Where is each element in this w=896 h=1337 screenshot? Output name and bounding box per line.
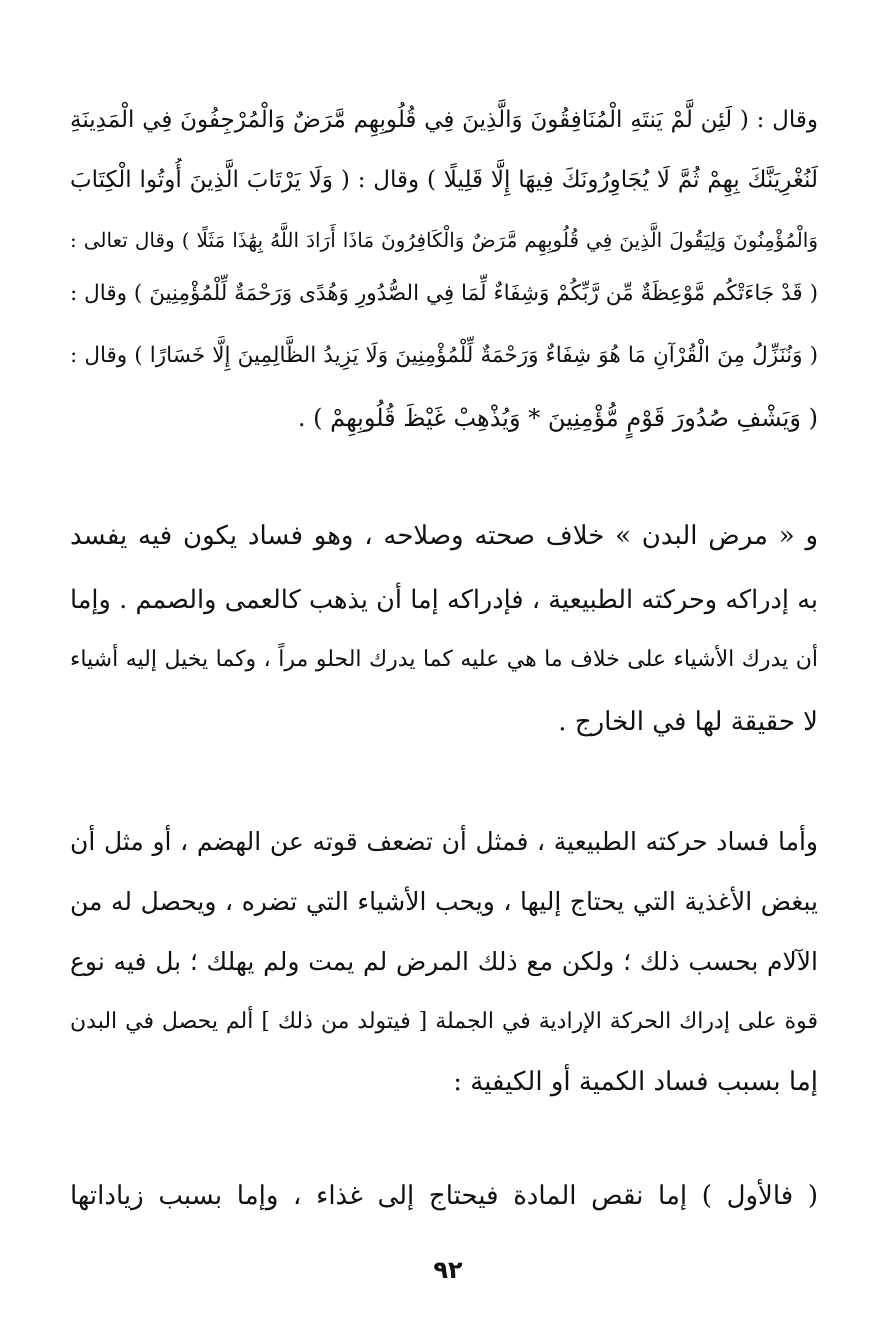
paragraph-line: ( فالأول ) إما نقص المادة فيحتاج إلى غذاء ، وإما بسبب زياداتها [70,1181,818,1211]
paragraph-line: قوة على إدراك الحركة الإرادية في الجملة [ فيتولد من ذلك ] ألم يحصل في البدن [70,1009,818,1034]
paragraph-line: إما بسبب فساد الكمية أو الكيفية : [453,1067,818,1097]
quote-line: وَالْمُؤْمِنُونَ وَلِيَقُولَ الَّذِينَ فِي قُلُوبِهِم مَّرَضٌ وَالْكَافِرُونَ مَاذَا أَرَادَ اللَّهُ بِهَٰذَا مَثَلًا ) وقال تعالى : [70,228,818,252]
paragraph-line: لا حقيقة لها في الخارج . [558,707,818,737]
paragraph-line: يبغض الأغذية التي يحتاج إليها ، ويحب الأشياء التي تضره ، ويحصل له من [70,887,818,916]
quote-line: لَنُغْرِيَنَّكَ بِهِمْ ثُمَّ لَا يُجَاوِرُونَكَ فِيهَا إِلَّا قَلِيلًا ) وقال : ( وَلَا يَرْتَابَ الَّذِينَ أُوتُوا الْكِتَابَ [70,167,818,193]
quote-line: ( وَيَشْفِ صُدُورَ قَوْمٍ مُّؤْمِنِينَ * وَيُذْهِبْ غَيْظَ قُلُوبِهِمْ ) . [297,404,818,432]
paragraph-line: و « مرض البدن » خلاف صحته وصلاحه ، وهو فساد يكون فيه يفسد [70,521,818,551]
paragraph-line: أن يدرك الأشياء على خلاف ما هي عليه كما يدرك الحلو مراً ، وكما يخيل إليه أشياء [70,647,818,672]
quote-line: ( قَدْ جَاءَتْكُم مَّوْعِظَةٌ مِّن رَّبِّكُمْ وَشِفَاءٌ لِّمَا فِي الصُّدُورِ وَهُدًى وَرَحْمَةٌ لِّلْمُؤْمِنِينَ ) وقال : [70,281,818,306]
paragraph-line: الآلام بحسب ذلك ؛ ولكن مع ذلك المرض لم يمت ولم يهلك ؛ بل فيه نوع [70,947,818,976]
page-number: ٩٢ [433,1256,463,1284]
paragraph-line: وأما فساد حركته الطبيعية ، فمثل أن تضعف قوته عن الهضم ، أو مثل أن [70,827,818,856]
quote-line: وقال : ( لَئِن لَّمْ يَنتَهِ الْمُنَافِقُونَ وَالَّذِينَ فِي قُلُوبِهِم مَّرَضٌ وَالْمُرْجِفُونَ فِي الْمَدِينَةِ [70,107,818,133]
paragraph-line: به إدراكه وحركته الطبيعية ، فإدراكه إما أن يذهب كالعمى والصمم . وإما [70,585,818,615]
quote-line: ( وَنُنَزِّلُ مِنَ الْقُرْآنِ مَا هُوَ شِفَاءٌ وَرَحْمَةٌ لِّلْمُؤْمِنِينَ وَلَا يَزِيدُ الظَّالِمِينَ إِلَّا خَسَارًا ) وقال : [70,343,818,368]
